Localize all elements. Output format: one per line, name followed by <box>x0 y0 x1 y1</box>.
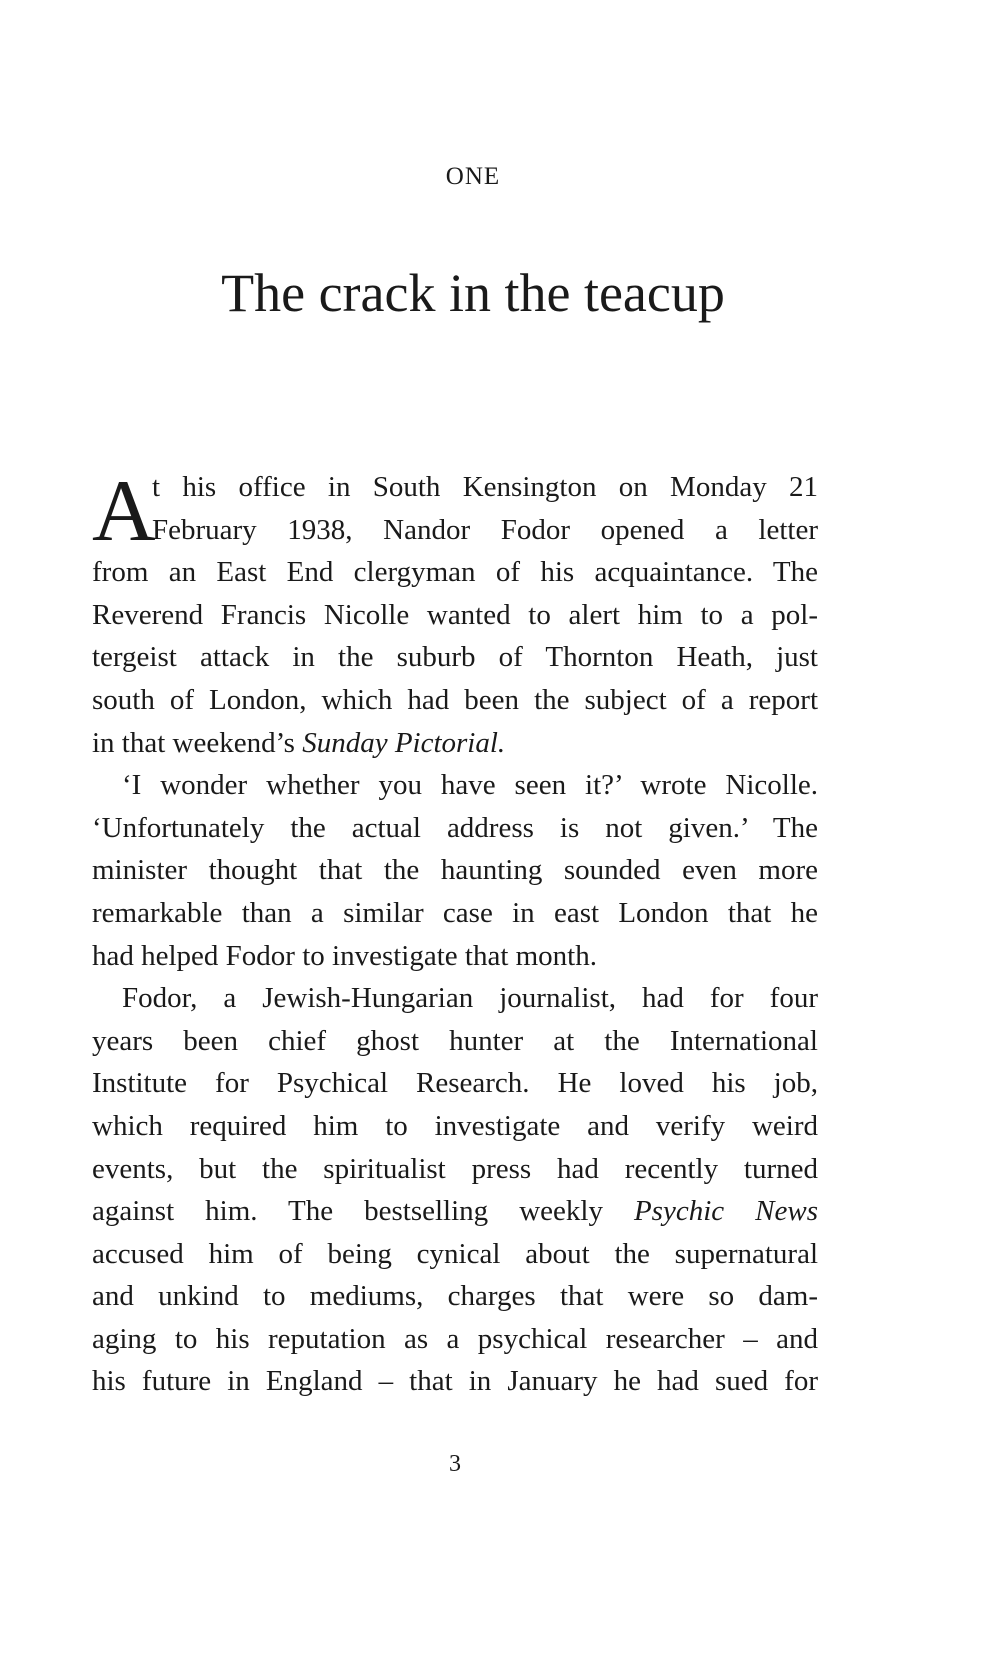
text-line: minister thought that the haunting sounded even more <box>92 854 818 887</box>
body-text <box>92 463 819 1403</box>
text-line: which required him to investigate and verify weird <box>92 1109 818 1142</box>
text-line: t his office in South Kensington on Monday 21 <box>152 471 818 503</box>
drop-cap: A <box>92 463 156 560</box>
chapter-number: ONE <box>445 163 501 190</box>
text-segment: against him. The bestselling weekly <box>92 1195 634 1228</box>
text-line <box>92 1190 818 1233</box>
text-line: south of London, which had been the subject of a report <box>92 683 818 716</box>
text-line: ‘I wonder whether you have seen it?’ wrote Nicolle. <box>122 769 818 802</box>
text-line: years been chief ghost hunter at the International <box>92 1024 818 1057</box>
text-line: events, but the spiritualist press had recently turned <box>92 1152 818 1185</box>
publication-title: Sunday Pictorial. <box>302 726 506 759</box>
text-line: his future in England – that in January he had sued for <box>92 1365 818 1398</box>
text-line: Fodor, a Jewish-Hungarian journalist, had for four <box>122 982 818 1015</box>
text-line <box>92 722 818 765</box>
text-line: from an East End clergyman of his acquaintance. The <box>92 556 818 589</box>
text-line: February 1938, Nandor Fodor opened a letter <box>152 513 818 546</box>
text-line: tergeist attack in the suburb of Thornton Heath, just <box>92 641 818 674</box>
text-line: ‘Unfortunately the actual address is not given.’ The <box>92 811 818 844</box>
text-line: aging to his reputation as a psychical researcher – and <box>92 1322 818 1355</box>
chapter-title: The crack in the teacup <box>221 263 725 323</box>
text-line: had helped Fodor to investigate that month. <box>92 939 597 972</box>
text-line: Institute for Psychical Research. He loved his job, <box>92 1067 818 1100</box>
text-line: Reverend Francis Nicolle wanted to alert him to a pol- <box>92 598 818 631</box>
text-line: accused him of being cynical about the supernatural <box>92 1237 818 1270</box>
text-line: and unkind to mediums, charges that were so dam- <box>92 1280 818 1313</box>
page-number: 3 <box>449 1451 461 1477</box>
text-segment: in that weekend’s <box>92 726 303 759</box>
publication-title: Psychic News <box>633 1195 819 1228</box>
text-line: remarkable than a similar case in east London that he <box>92 896 818 929</box>
